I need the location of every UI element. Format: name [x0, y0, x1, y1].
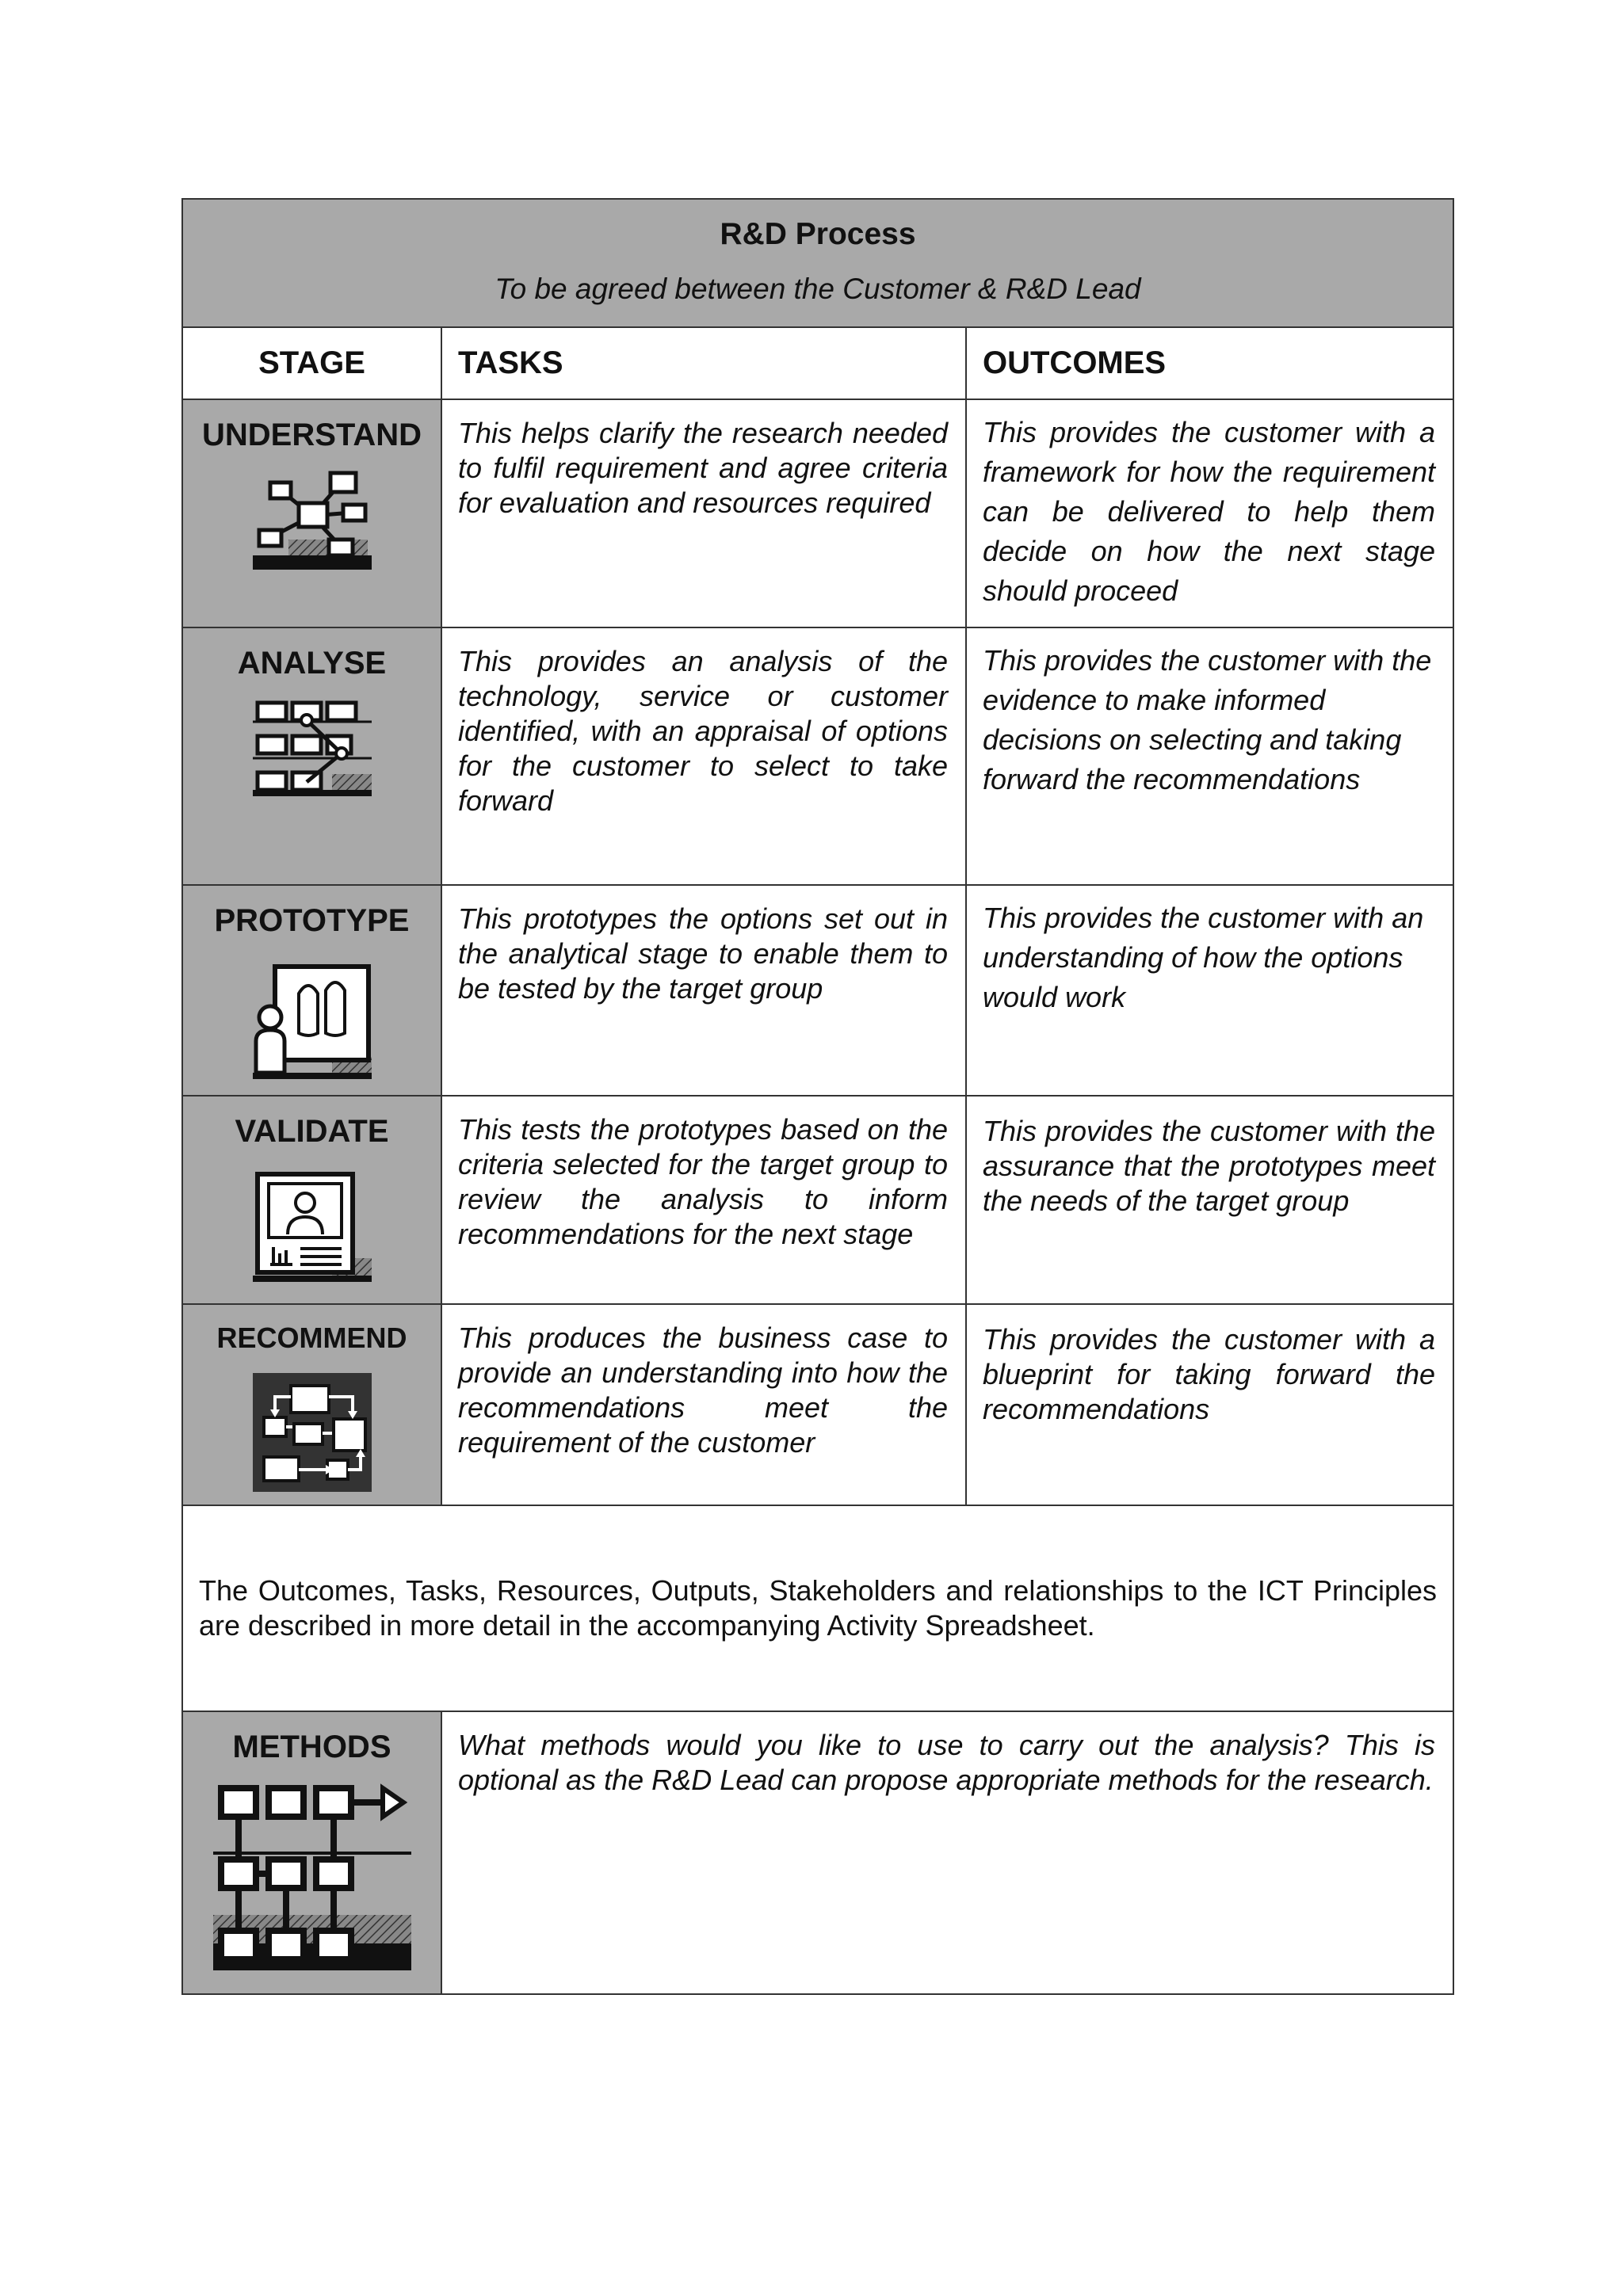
activity-spreadsheet-note: The Outcomes, Tasks, Resources, Outputs, Stakeholders and relationships to the ICT Principles are described in more detail in the accompanying Activity Spreadsheet. — [182, 1505, 1453, 1711]
column-header-tasks: TASKS — [441, 327, 966, 399]
table-subtitle: To be agreed between the Customer & R&D Lead — [495, 273, 1141, 305]
rd-process-table — [181, 198, 1454, 1995]
stage-cell — [182, 1096, 441, 1304]
tasks-cell: This tests the prototypes based on the criteria selected for the target group to review the analysis to inform recommendations for the next stage — [441, 1096, 966, 1304]
header-row — [182, 199, 1453, 327]
stage-cell — [182, 885, 441, 1096]
column-header-stage: STAGE — [182, 327, 441, 399]
outcomes-cell: This provides the customer with the assurance that the prototypes meet the needs of the target group — [966, 1096, 1453, 1304]
tasks-cell: This helps clarify the research needed to fulfil requirement and agree criteria for evaluation and resources required — [441, 399, 966, 627]
stage-label: ANALYSE — [237, 646, 387, 681]
stage-label: PROTOTYPE — [214, 903, 410, 938]
stage-label: VALIDATE — [235, 1114, 389, 1149]
column-header-outcomes: OUTCOMES — [966, 327, 1453, 399]
note-row — [182, 1505, 1453, 1711]
method-flowchart-icon — [213, 1780, 411, 1970]
outcomes-cell: This provides the customer with a framework for how the requirement can be delivered to help them decide on how the next stage should proceed — [966, 399, 1453, 627]
outcomes-cell: This provides the customer with the evidence to make informed decisions on selecting and taking forward the recommendations — [966, 627, 1453, 885]
tasks-cell: This prototypes the options set out in the analytical stage to enable them to be tested by the target group — [441, 885, 966, 1096]
tasks-cell: This produces the business case to provide an understanding into how the recommendations meet the requirement of the customer — [441, 1304, 966, 1505]
stage-cell — [182, 1304, 441, 1505]
table-header — [182, 199, 1453, 327]
column-header-row — [182, 327, 1453, 399]
stage-label: RECOMMEND — [216, 1322, 407, 1354]
table-row — [182, 627, 1453, 885]
table-title: R&D Process — [720, 217, 916, 251]
mind-map-icon — [253, 467, 372, 570]
methods-row — [182, 1711, 1453, 1994]
table-row — [182, 885, 1453, 1096]
stage-label: METHODS — [232, 1730, 391, 1764]
stage-cell — [182, 399, 441, 627]
outcomes-cell: This provides the customer with a blueprint for taking forward the recommendations — [966, 1304, 1453, 1505]
stage-cell — [182, 627, 441, 885]
table-row — [182, 1304, 1453, 1505]
outcomes-cell: This provides the customer with an understanding of how the options would work — [966, 885, 1453, 1096]
presentation-board-icon — [253, 962, 372, 1081]
stage-cell — [182, 1711, 441, 1994]
table-row — [182, 1096, 1453, 1304]
process-cycle-icon — [253, 1373, 372, 1492]
tasks-cell: This provides an analysis of the technology, service or customer identified, with an appraisal of options for the customer to select to take forward — [441, 627, 966, 885]
flow-analysis-icon — [253, 695, 372, 798]
table-row — [182, 399, 1453, 627]
stage-label: UNDERSTAND — [201, 418, 422, 452]
methods-text: What methods would you like to use to carry out the analysis? This is optional as the R&D Lead can propose appropriate methods for the research. — [441, 1711, 1453, 1994]
profile-report-icon — [253, 1171, 372, 1282]
